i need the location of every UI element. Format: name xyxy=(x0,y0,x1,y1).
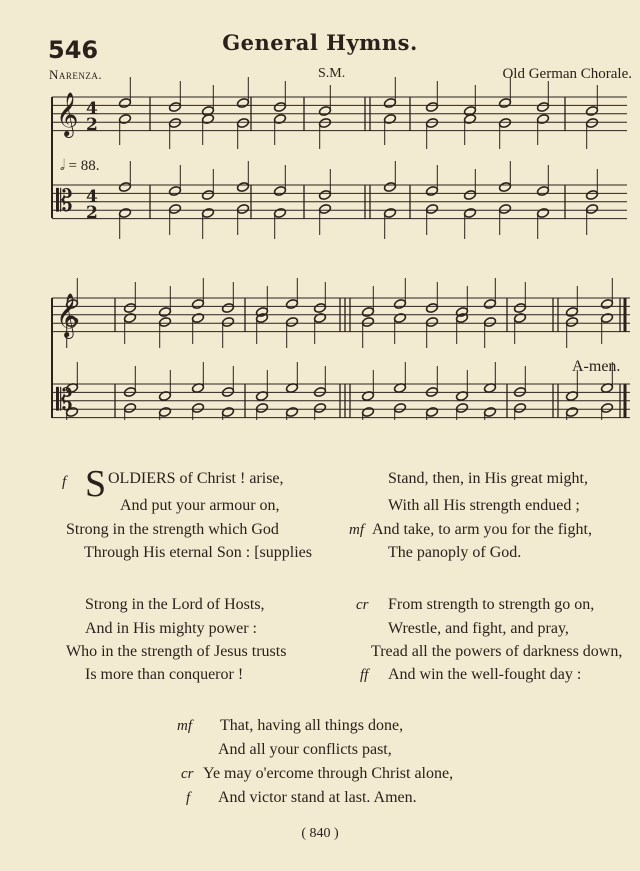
note-head xyxy=(191,313,204,324)
verse-line: Wrestle, and fight, and pray, xyxy=(388,620,569,637)
note-head xyxy=(158,307,171,318)
meter: S.M. xyxy=(318,66,346,81)
note-head xyxy=(285,407,298,418)
note-head xyxy=(585,106,598,117)
verse-line: And all your conflicts past, xyxy=(218,741,392,758)
note-head xyxy=(425,303,438,314)
tempo-marking: 𝅗𝅥 = 88. xyxy=(60,158,100,174)
note-head xyxy=(565,317,578,328)
note-head xyxy=(536,102,549,113)
verse-line: And win the well-fought day : xyxy=(388,666,582,683)
verse-line: Stand, then, in His great might, xyxy=(388,470,588,487)
note-head xyxy=(221,317,234,328)
note-head xyxy=(123,303,136,314)
verse-line: With all His strength endued ; xyxy=(388,497,580,514)
verse-line: The panoply of God. xyxy=(388,544,522,561)
dynamic-mark: f xyxy=(62,474,67,490)
note-head xyxy=(285,317,298,328)
note-head xyxy=(273,102,286,113)
note-head xyxy=(600,299,613,310)
tune-source: Old German Chorale. xyxy=(502,66,632,82)
dynamic-mark: mf xyxy=(349,522,364,538)
page-number: ( 840 ) xyxy=(301,826,339,841)
note-head xyxy=(498,182,511,193)
verse-line: Who in the strength of Jesus trusts xyxy=(66,643,287,660)
note-head xyxy=(425,204,438,215)
note-head xyxy=(236,98,249,109)
note-head xyxy=(313,313,326,324)
dynamic-mark: cr xyxy=(181,766,194,782)
dynamic-mark: mf xyxy=(177,718,192,734)
note-head xyxy=(273,186,286,197)
verse-line: OLDIERS of Christ ! arise, xyxy=(108,470,284,487)
note-head xyxy=(565,407,578,418)
hymn-number: 546 xyxy=(48,36,99,64)
note-head xyxy=(201,114,214,125)
note-head xyxy=(273,114,286,125)
note-head xyxy=(585,204,598,215)
note-head xyxy=(318,204,331,215)
note-head xyxy=(383,98,396,109)
note-head xyxy=(201,208,214,219)
note-head xyxy=(565,307,578,318)
amen-lyric: A-men. xyxy=(572,358,621,375)
note-head xyxy=(168,186,181,197)
verse-line: Strong in the Lord of Hosts, xyxy=(85,596,265,613)
note-head xyxy=(236,182,249,193)
note-head xyxy=(393,299,406,310)
note-head xyxy=(455,403,468,414)
note-head xyxy=(273,208,286,219)
note-head xyxy=(158,317,171,328)
note-head xyxy=(600,313,613,324)
verse-line: Is more than conqueror ! xyxy=(85,666,244,683)
time-signature: 2 xyxy=(86,115,98,135)
c-clef: 𝄡 xyxy=(56,383,73,418)
note-head xyxy=(483,299,496,310)
note-head xyxy=(318,118,331,129)
note-head xyxy=(393,403,406,414)
note-head xyxy=(361,317,374,328)
note-head xyxy=(318,190,331,201)
note-head xyxy=(393,313,406,324)
note-head xyxy=(383,182,396,193)
tune-name: Narenza. xyxy=(49,67,103,82)
note-head xyxy=(483,407,496,418)
verse-line: And victor stand at last. Amen. xyxy=(218,789,417,806)
drop-cap: S xyxy=(85,463,107,505)
verse-line: Strong in the strength which God xyxy=(66,521,279,538)
note-head xyxy=(158,407,171,418)
note-head xyxy=(118,114,131,125)
verse-line: Tread all the powers of darkness down, xyxy=(371,643,623,660)
note-head xyxy=(168,204,181,215)
note-head xyxy=(361,307,374,318)
note-head xyxy=(585,190,598,201)
time-signature: 4 xyxy=(86,99,98,119)
treble-clef: 𝄞 xyxy=(56,293,79,337)
note-head xyxy=(201,190,214,201)
note-head xyxy=(191,299,204,310)
note-head xyxy=(168,102,181,113)
dynamic-mark: f xyxy=(186,790,191,806)
note-head xyxy=(255,403,268,414)
note-head xyxy=(425,118,438,129)
dynamic-mark: cr xyxy=(356,597,369,613)
note-head xyxy=(221,407,234,418)
note-head xyxy=(285,299,298,310)
note-head xyxy=(463,190,476,201)
verse-line: And put your armour on, xyxy=(120,497,280,514)
note-head xyxy=(536,186,549,197)
note-head xyxy=(383,208,396,219)
note-head xyxy=(463,208,476,219)
note-head xyxy=(498,118,511,129)
note-head xyxy=(318,106,331,117)
verse-line: Ye may o'ercome through Christ alone, xyxy=(203,765,454,782)
note-head xyxy=(536,208,549,219)
verse-line: And take, to arm you for the fight, xyxy=(372,521,592,538)
c-clef: 𝄡 xyxy=(56,184,73,219)
note-head xyxy=(123,313,136,324)
note-head xyxy=(425,317,438,328)
note-head xyxy=(425,407,438,418)
verse-line: And in His mighty power : xyxy=(85,620,257,637)
verse-line: From strength to strength go on, xyxy=(388,596,595,613)
note-head xyxy=(498,204,511,215)
note-head xyxy=(463,114,476,125)
note-head xyxy=(536,114,549,125)
note-head xyxy=(118,208,131,219)
verse-line: That, having all things done, xyxy=(220,717,404,734)
note-head xyxy=(513,313,526,324)
note-head xyxy=(383,114,396,125)
note-head xyxy=(361,407,374,418)
note-head xyxy=(191,403,204,414)
note-head xyxy=(513,303,526,314)
note-head xyxy=(221,303,234,314)
note-head xyxy=(600,403,613,414)
note-head xyxy=(483,317,496,328)
note-head xyxy=(513,403,526,414)
treble-clef: 𝄞 xyxy=(56,92,79,136)
note-head xyxy=(236,204,249,215)
note-head xyxy=(313,303,326,314)
time-signature: 4 xyxy=(86,187,98,207)
note-head xyxy=(425,186,438,197)
note-head xyxy=(123,403,136,414)
note-head xyxy=(236,118,249,129)
note-head xyxy=(313,403,326,414)
page-title: General Hymns. xyxy=(222,30,418,55)
note-head xyxy=(425,102,438,113)
note-head xyxy=(498,98,511,109)
time-signature: 2 xyxy=(86,203,98,223)
music-score xyxy=(0,0,640,420)
note-head xyxy=(118,182,131,193)
dynamic-mark: ff xyxy=(360,667,369,683)
note-head xyxy=(118,98,131,109)
note-head xyxy=(585,118,598,129)
verse-line: Through His eternal Son : [supplies xyxy=(84,544,312,561)
note-head xyxy=(168,118,181,129)
